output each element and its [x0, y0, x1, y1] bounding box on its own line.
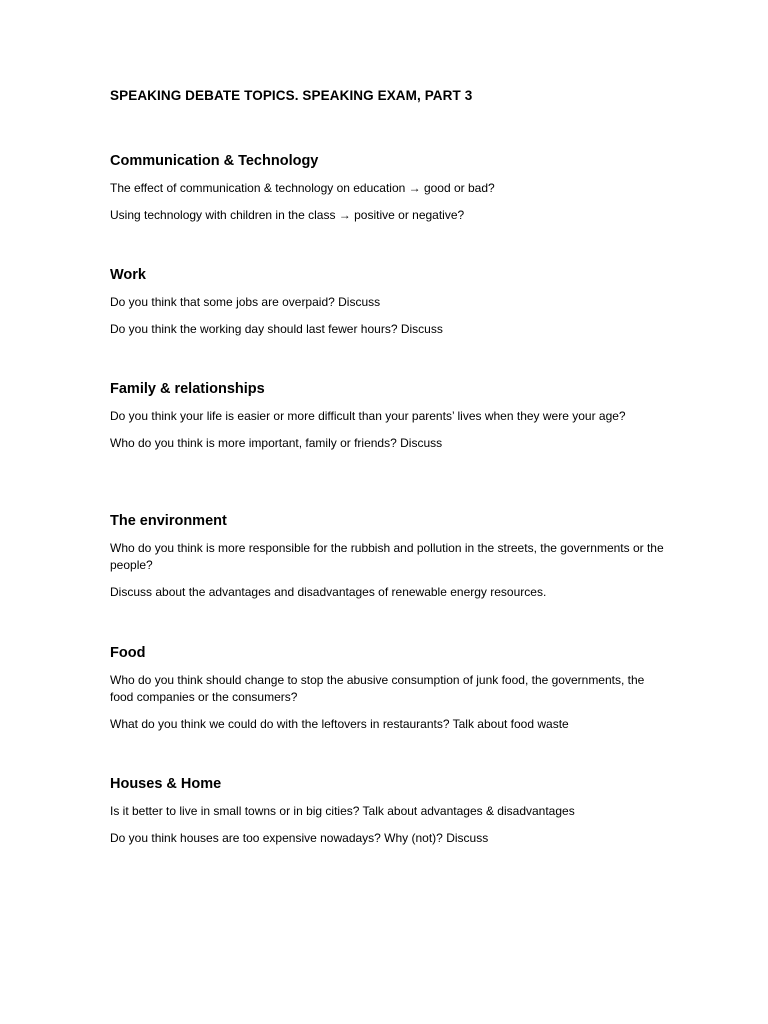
- section-family-relationships: [110, 379, 670, 462]
- topic-item: Do you think the working day should last fewer hours? Discuss: [110, 322, 443, 336]
- section-houses-home: [110, 774, 670, 857]
- section-work: [110, 265, 670, 348]
- topic-item: Who do you think is more important, family or friends? Discuss: [110, 436, 443, 450]
- topic-item: The effect of communication & technology on education → good or bad?: [110, 181, 495, 195]
- topic-item: Do you think your life is easier or more difficult than your parents’ lives when they were your age?: [110, 409, 626, 423]
- topic-item: Who do you think should change to stop the abusive consumption of junk food, the governments, the food companies or the consumers?: [110, 673, 645, 704]
- topic-item: Discuss about the advantages and disadvantages of renewable energy resources.: [110, 585, 547, 599]
- section-environment: [110, 511, 670, 611]
- topic-item: Using technology with children in the class → positive or negative?: [110, 208, 465, 222]
- section-communication-technology: [110, 151, 670, 234]
- section-heading: Family & relationships: [110, 381, 265, 397]
- section-heading: Communication & Technology: [110, 153, 319, 169]
- section-food: [110, 643, 670, 743]
- topic-item: Do you think houses are too expensive nowadays? Why (not)? Discuss: [110, 831, 489, 845]
- topic-item: Is it better to live in small towns or in big cities? Talk about advantages & disadvantages: [110, 804, 575, 818]
- section-heading: Food: [110, 645, 146, 661]
- section-heading: Houses & Home: [110, 776, 222, 792]
- document-title: SPEAKING DEBATE TOPICS. SPEAKING EXAM, PART 3: [110, 88, 473, 103]
- section-heading: The environment: [110, 513, 227, 529]
- section-heading: Work: [110, 267, 146, 283]
- topic-item: What do you think we could do with the leftovers in restaurants? Talk about food waste: [110, 717, 569, 731]
- topic-item: Do you think that some jobs are overpaid? Discuss: [110, 295, 381, 309]
- topic-item: Who do you think is more responsible for the rubbish and pollution in the streets, the governments or the people?: [110, 541, 664, 572]
